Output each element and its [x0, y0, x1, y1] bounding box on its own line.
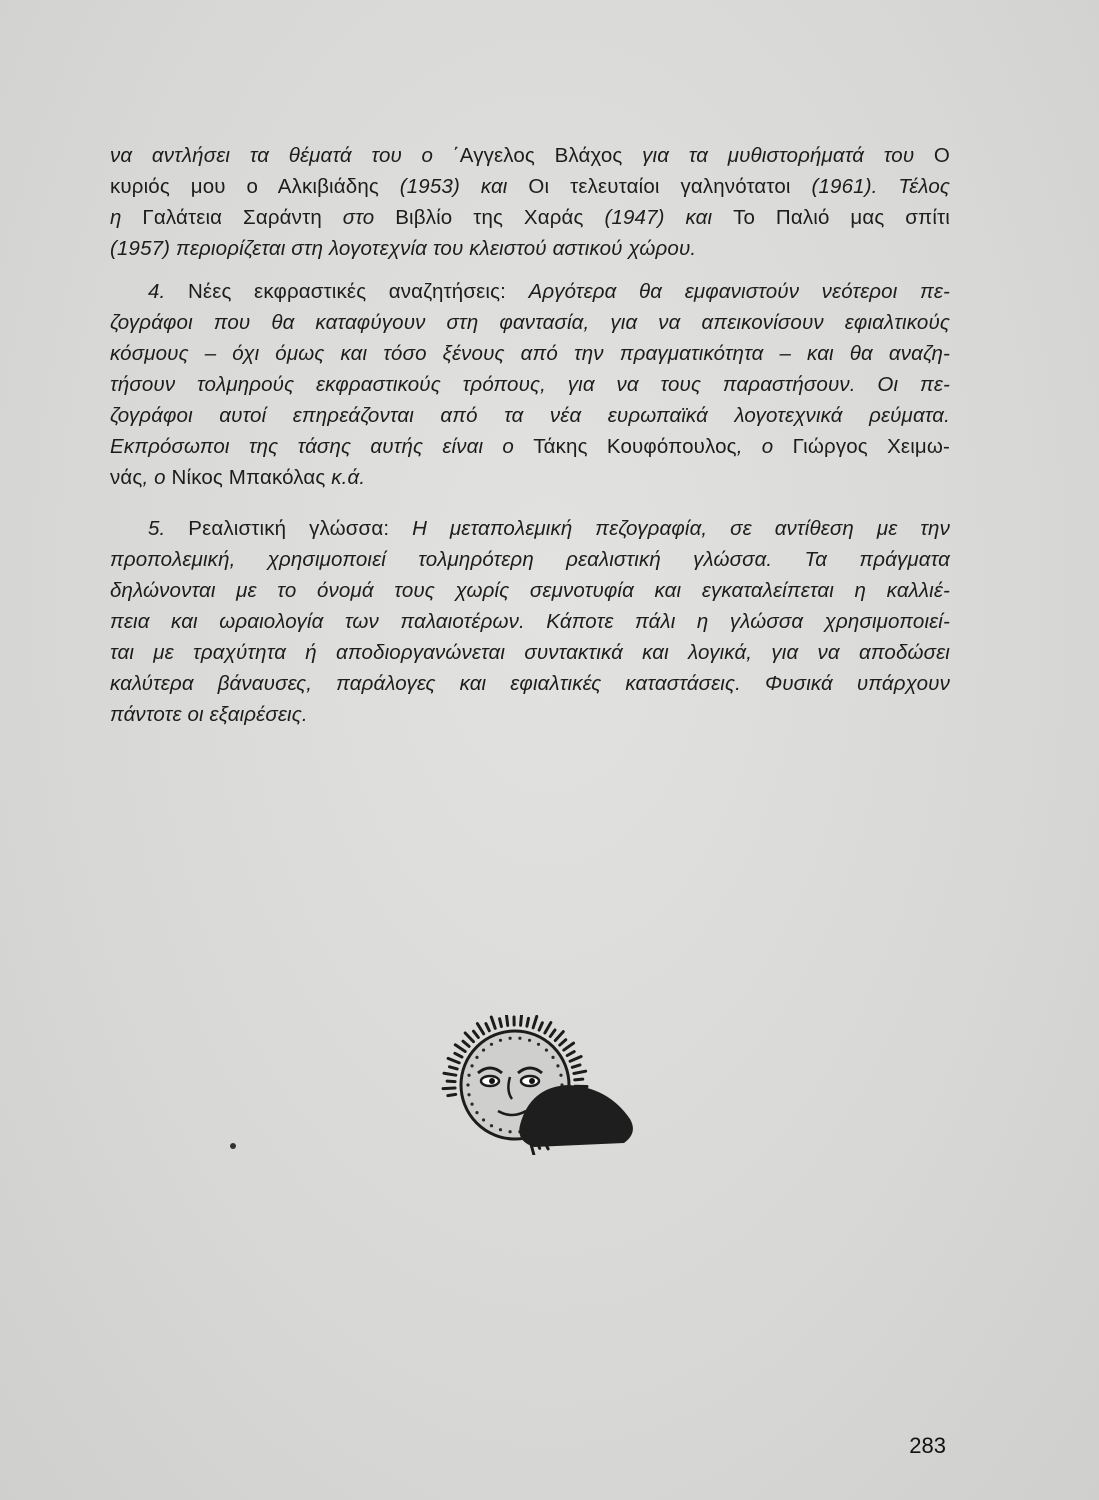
sun-dot: [475, 1056, 478, 1059]
text-line: [110, 699, 950, 730]
sun-dot: [518, 1037, 521, 1040]
sun-dot: [559, 1074, 562, 1077]
text-line: [110, 369, 950, 400]
text-line: [110, 606, 950, 637]
text-line: [110, 400, 950, 431]
paragraph-3: [110, 513, 950, 730]
text-run: Οι τελευταίοι γαληνότατοι: [528, 175, 812, 198]
sun-ray: [448, 1094, 456, 1095]
sun-ray: [545, 1023, 551, 1033]
text-run: Ρεαλιστική γλώσσα:: [188, 517, 413, 540]
sun-ray: [448, 1058, 459, 1062]
text-run: πεια και ωραιολογία των παλαιοτέρων. Κάποτε πάλι η γλώσσα χρησιμοποιεί-: [110, 610, 950, 633]
text-run: καλύτερα βάναυσες, παράλογες και εφιαλτικές καταστάσεις. Φυσικά υπάρχουν: [110, 672, 950, 695]
text-run: ζογράφοι που θα καταφύγουν στη φαντασία, για να απεικονίσουν εφιαλτικούς: [110, 311, 950, 334]
text-line: [110, 202, 950, 233]
sun-ray: [491, 1017, 495, 1028]
text-run: δηλώνονται με το όνομά τους χωρίς σεμνοτυφία και εγκαταλείπεται η καλλιέ-: [110, 579, 950, 602]
sun-ray: [486, 1024, 489, 1031]
sun-dot: [528, 1039, 531, 1042]
text-run: Εκπρόσωποι της τάσης αυτής είναι ο: [110, 435, 534, 458]
sun-ray: [527, 1018, 529, 1026]
text-run: η: [110, 206, 143, 229]
text-run: (1947) και: [604, 206, 734, 229]
text-line: [110, 140, 950, 171]
sun-ray: [574, 1071, 586, 1073]
text-line: [110, 307, 950, 338]
sun-dot: [499, 1128, 502, 1131]
text-line: [110, 544, 950, 575]
sun-ray: [533, 1016, 537, 1027]
text-run: ται με τραχύτητα ή αποδιοργανώνεται συντακτικά και λογικά, για να αποδώσει: [110, 641, 950, 664]
text-line: [110, 431, 950, 462]
text-run: 4.: [148, 280, 188, 303]
sun-dot: [482, 1118, 485, 1121]
text-line: [110, 513, 950, 544]
text-run: κ.ά.: [325, 466, 366, 489]
sun-dot: [490, 1043, 493, 1046]
sun-dot: [499, 1039, 502, 1042]
text-run: για τα μυθιστορήματά του: [622, 144, 934, 167]
text-run: Το Παλιό μας σπίτι: [733, 206, 950, 229]
sun-illustration: [420, 1015, 660, 1155]
sun-ray: [572, 1065, 580, 1067]
text-run: Η μεταπολεμική πεζογραφία, σε αντίθεση με την: [412, 517, 950, 540]
text-run: πάντοτε οι εξαιρέσεις.: [110, 703, 308, 726]
sun-dot: [482, 1048, 485, 1051]
sun-ray: [463, 1041, 469, 1046]
text-line: [110, 637, 950, 668]
sun-dot: [556, 1064, 559, 1067]
sun-ray: [560, 1040, 566, 1045]
text-run: (1957) περιορίζεται στη λογοτεχνία του κλειστού αστικού χώρου.: [110, 237, 697, 260]
sun-ray: [455, 1045, 465, 1052]
text-run: , ο: [736, 435, 793, 458]
text-run: κυριός μου ο Αλκιβιάδης: [110, 175, 400, 198]
page-number: 283: [909, 1433, 946, 1458]
sun-ray: [465, 1033, 473, 1042]
text-run: προπολεμική, χρησιμοποιεί τολμηρότερη ρεαλιστική γλώσσα. Τα πράγματα: [110, 548, 950, 571]
text-run: Γαλάτεια Σαράντη: [142, 206, 343, 229]
sun-ray: [539, 1023, 542, 1030]
text-line: [110, 462, 950, 493]
sun-dot: [490, 1124, 493, 1127]
sun-dot: [551, 1056, 554, 1059]
sun-dot: [470, 1064, 473, 1067]
text-run: Νέες εκφραστικές αναζητήσεις:: [187, 280, 529, 303]
text-run: Βιβλίο της Χαράς: [395, 206, 605, 229]
text-line: [110, 276, 950, 307]
left-pupil: [489, 1078, 495, 1084]
sun-dot: [467, 1093, 470, 1096]
paragraph-2: [110, 276, 950, 493]
sun-dot: [537, 1043, 540, 1046]
sun-dot: [508, 1037, 511, 1040]
text-run: Τάκης Κουφόπουλος: [533, 435, 737, 458]
text-run: να αντλήσει τα θέματά του ο: [110, 144, 453, 167]
text-line: [110, 668, 950, 699]
sun-ray: [500, 1019, 502, 1027]
bleed-through: [120, 115, 127, 139]
sun-ray: [564, 1043, 574, 1050]
text-run: ζογράφοι αυτοί επηρεάζονται από τα νέα ευρωπαϊκά λογοτεχνικά ρεύματα.: [110, 404, 950, 427]
sun-ray: [570, 1056, 581, 1061]
body-text: [110, 140, 950, 730]
text-run: ΄Αγγελος Βλάχος: [452, 144, 623, 167]
speck: [230, 1143, 236, 1149]
text-run: Αργότερα θα εμφανιστούν νεότεροι πε-: [528, 280, 950, 303]
text-run: Γιώργος Χειμω-: [792, 435, 950, 458]
text-run: , ο: [142, 466, 172, 489]
sun-ray: [555, 1032, 563, 1041]
sun-ray: [477, 1024, 483, 1034]
text-line: [110, 171, 950, 202]
text-run: 5.: [148, 517, 189, 540]
sun-dot: [545, 1048, 548, 1051]
sun-ray: [550, 1030, 555, 1036]
sun-ray: [449, 1067, 457, 1069]
sun-ray: [567, 1052, 574, 1056]
text-run: στο: [342, 206, 396, 229]
sun-ray: [575, 1079, 583, 1080]
text-run: νάς: [110, 466, 143, 489]
text-run: τήσουν τολμηρούς εκφραστικούς τρόπους, για να τους παραστήσουν. Οι πε-: [110, 373, 950, 396]
sun-ray: [443, 1088, 455, 1089]
text-run: Ο: [933, 144, 950, 167]
sun-ray: [444, 1073, 456, 1075]
sun-ray: [521, 1015, 522, 1025]
text-line: [110, 233, 950, 264]
text-run: (1961). Τέλος: [811, 175, 950, 198]
sun-ray: [473, 1031, 478, 1037]
sun-dot: [470, 1103, 473, 1106]
text-run: (1953) και: [399, 175, 529, 198]
sun-dot: [475, 1111, 478, 1114]
text-line: [110, 338, 950, 369]
text-line: [110, 575, 950, 606]
sun-dot: [466, 1083, 469, 1086]
paragraph-1: [110, 140, 950, 264]
text-run: κόσμους – όχι όμως και τόσο ξένους από την πραγματικότητα – και θα αναζη-: [110, 342, 950, 365]
right-pupil: [529, 1078, 535, 1084]
text-run: Νίκος Μπακόλας: [171, 466, 326, 489]
sun-ray: [455, 1053, 462, 1057]
sun-dot: [467, 1074, 470, 1077]
sun-dot: [508, 1130, 511, 1133]
sun-ray: [506, 1015, 507, 1025]
